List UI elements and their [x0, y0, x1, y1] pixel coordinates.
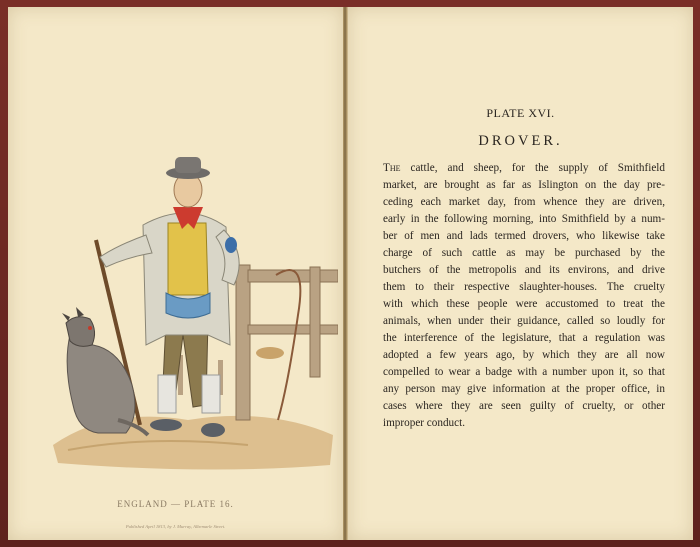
body-text: [383, 160, 665, 432]
right-page: [347, 7, 693, 540]
article-title: DROVER.: [478, 133, 563, 149]
drover-with-dog-illustration: [48, 145, 338, 485]
drop-word: The: [383, 162, 401, 174]
text-line: improper conduct.: [383, 417, 466, 429]
text-line: compelled to wear a badge with a number upon it, so that: [383, 366, 665, 378]
text-line: any person may give information at the proper office, in: [383, 383, 665, 395]
text-line: cases where they are seen guilty of cruelty, or other: [383, 400, 665, 412]
plate-title: PLATE XVI.: [486, 106, 555, 120]
text-line: them to their respective slaughter-houses. The cruelty: [383, 281, 665, 293]
text-line: animals, when under their guidance, called so loudly for: [383, 315, 665, 327]
text-line: with which these people were accustomed to treat the: [383, 298, 665, 310]
text-line: butchers of the metropolis and its environs, and drive: [383, 264, 665, 276]
plate-caption: ENGLAND — PLATE 16.: [117, 499, 234, 509]
text-line: ceding each market day, from whence they are driven,: [383, 196, 665, 208]
text-line: early in the following morning, into Smithfield by a num-: [383, 213, 665, 225]
text-line: adopted a few years ago, by which they are all now: [383, 349, 665, 361]
text-line: charge of such cattle as may be purchased by the: [383, 247, 665, 259]
left-page: [8, 7, 344, 540]
text-line: market, are brought as far as Islington on the day pre-: [383, 179, 665, 191]
text-line: The cattle, and sheep, for the supply of Smithfield: [383, 162, 665, 174]
text-line: the interference of the legislature, that a regulation was: [383, 332, 665, 344]
publisher-imprint: Published April 1813, by J. Murray, Albemarle Street.: [125, 524, 226, 529]
text-line: ber of men and lads termed drovers, who likewise take: [383, 230, 665, 242]
